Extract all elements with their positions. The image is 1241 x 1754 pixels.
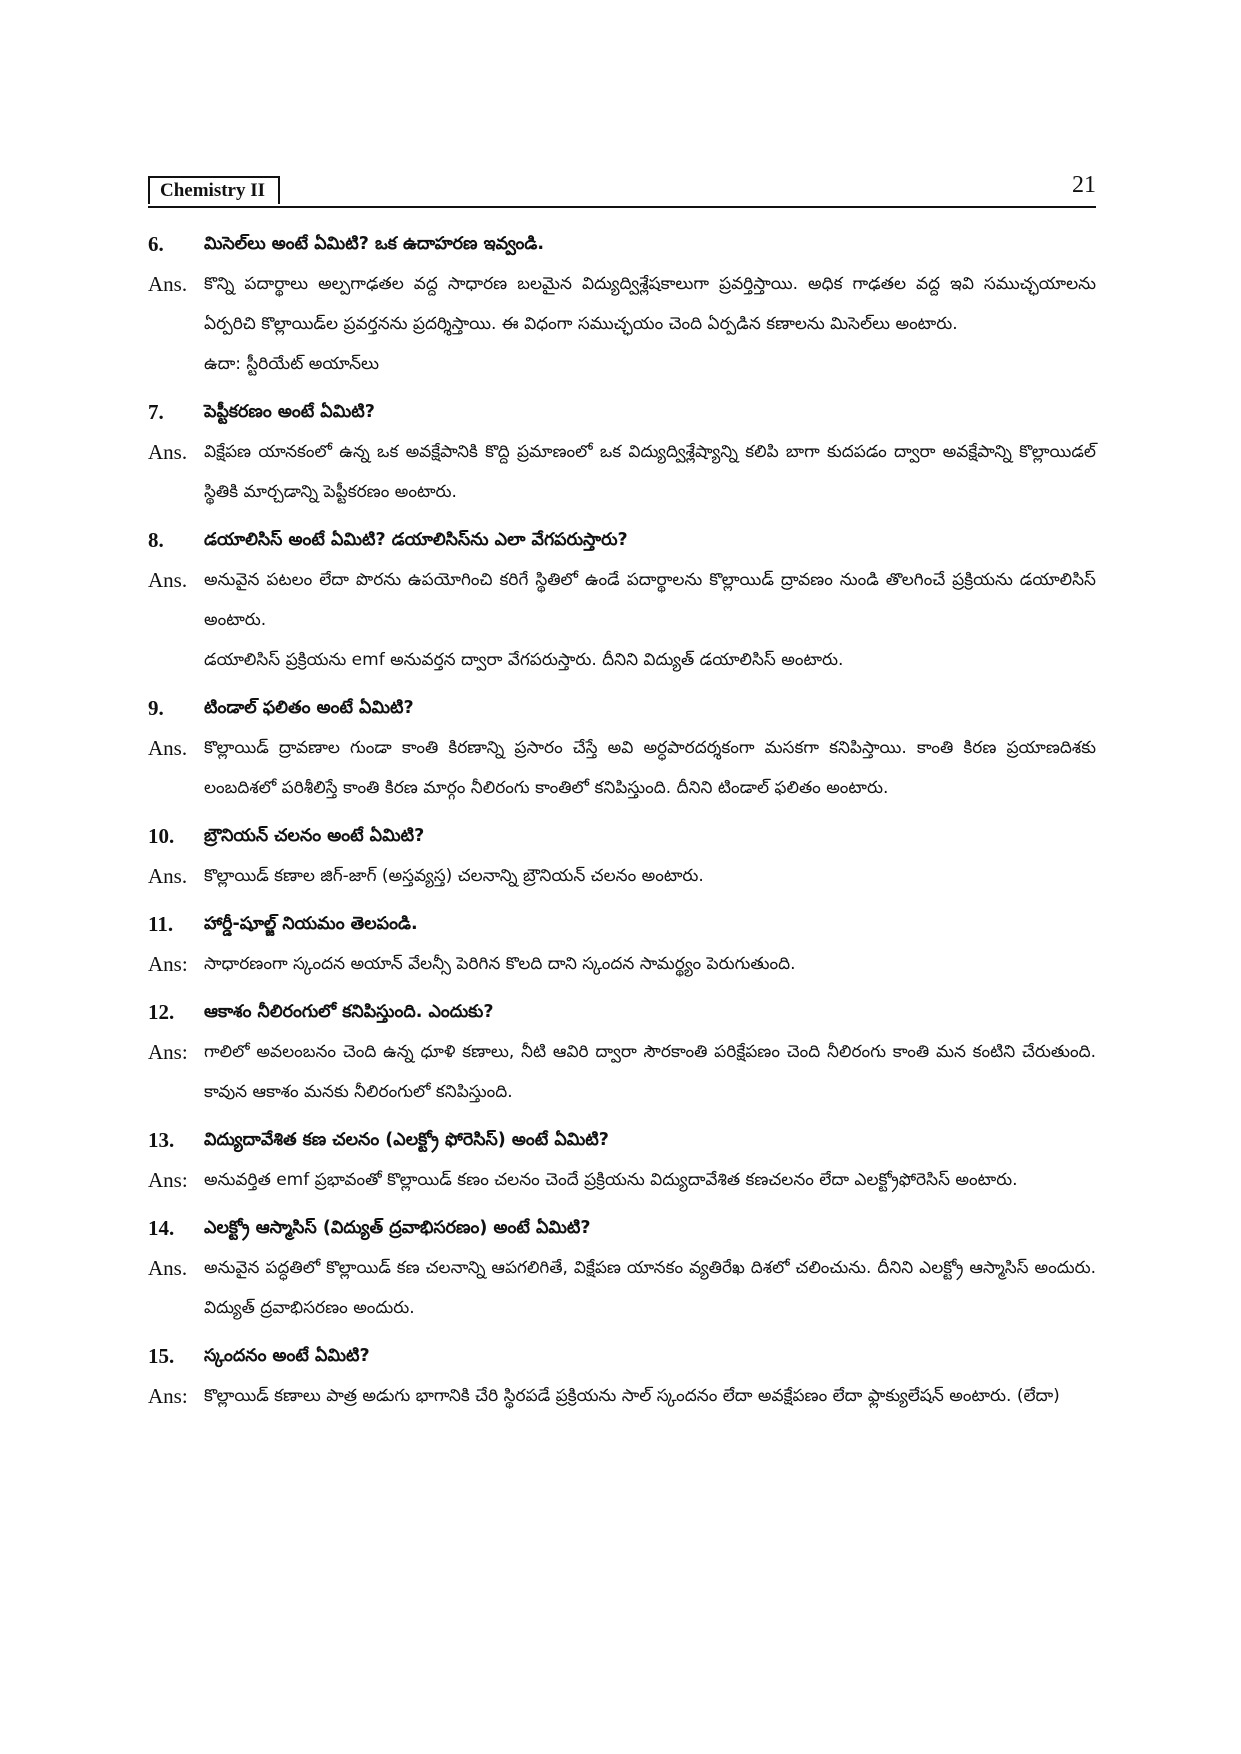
answer-label: Ans: (148, 952, 188, 976)
qa-item (148, 1336, 1096, 1416)
question-row (148, 1208, 1096, 1248)
question-row (148, 392, 1096, 432)
qa-item (148, 224, 1096, 384)
answer-label: Ans. (148, 864, 188, 888)
answer-paragraph: ఉదా: స్టీరియేట్ అయాన్‌లు (204, 354, 379, 374)
qa-item (148, 1120, 1096, 1200)
answer-body (204, 944, 1096, 984)
question-text: విద్యుదావేశిత కణ చలనం (ఎలక్ట్రో ఫోరెసిస్) అంటే ఏమిటి? (204, 1130, 609, 1150)
question-number: 10. (148, 824, 175, 848)
qa-item (148, 1208, 1096, 1328)
qa-item (148, 688, 1096, 808)
page-header (148, 172, 1096, 208)
answer-label: Ans: (148, 1384, 188, 1408)
page-number: 21 (1072, 172, 1096, 198)
question-text: ఎలక్ట్రో ఆస్మాసిస్ (విద్యుత్ ద్రవాభిసరణం) అంటే ఏమిటి? (204, 1218, 591, 1238)
answer-label: Ans: (148, 1168, 188, 1192)
answer-paragraph: అనువర్తిత emf ప్రభావంతో కొల్లాయిడ్ కణం చలనం చెందే ప్రక్రియను విద్యుదావేశిత కణచలనం లేదా ఎలక్ట్రోఫోరెసిస్ అంటారు. (204, 1170, 1018, 1190)
answer-paragraph: గాలిలో అవలంబనం చెంది ఉన్న ధూళి కణాలు, నీటి ఆవిరి ద్వారా సౌరకాంతి పరిక్షేపణం చెంది నీలిరంగు కాంతి మన కంటిని చేరుతుంది. కావున ఆకాశం మనకు నీలిరంగులో కనిపిస్తుంది. (204, 1042, 1096, 1102)
question-row (148, 1336, 1096, 1376)
answer-body (204, 856, 1096, 896)
answer-paragraph: కొన్ని పదార్థాలు అల్పగాఢతల వద్ద సాధారణ బలమైన విద్యుద్విశ్లేషకాలుగా ప్రవర్తిస్తాయి. అధిక గాఢతల వద్ద ఇవి సముచ్ఛయాలను ఏర్పరిచి కొల్లాయిడ్‌ల ప్రవర్తనను ప్రదర్శిస్తాయి. ఈ విధంగా సముచ్ఛయం చెంది ఏర్పడిన కణాలను మిసెల్‌లు అంటారు. (204, 274, 1096, 334)
question-text: స్కందనం అంటే ఏమిటి? (204, 1346, 370, 1366)
answer-row (148, 728, 1096, 808)
answer-body (204, 432, 1096, 512)
answer-paragraph: సాధారణంగా స్కందన అయాన్ వేలన్సీ పెరిగిన కొలది దాని స్కందన సామర్థ్యం పెరుగుతుంది. (204, 954, 796, 974)
question-number: 12. (148, 1000, 175, 1024)
answer-row (148, 856, 1096, 896)
answer-row (148, 1376, 1096, 1416)
question-row (148, 816, 1096, 856)
answer-paragraph: విక్షేపణ యానకంలో ఉన్న ఒక అవక్షేపానికి కొద్ది ప్రమాణంలో ఒక విద్యుద్విశ్లేష్యాన్ని కలిపి బాగా కుదపడం ద్వారా అవక్షేపాన్ని కొల్లాయిడల్ స్థితికి మార్చడాన్ని పెప్టీకరణం అంటారు. (204, 442, 1096, 502)
answer-row (148, 1032, 1096, 1112)
answer-label: Ans. (148, 568, 188, 592)
question-number: 7. (148, 400, 164, 424)
qa-item (148, 992, 1096, 1112)
question-row (148, 904, 1096, 944)
question-text: డయాలిసిస్ అంటే ఏమిటి? డయాలిసిస్‌ను ఎలా వేగపరుస్తారు? (204, 530, 628, 550)
question-row (148, 520, 1096, 560)
answer-paragraph: కొల్లాయిడ్ కణాలు పాత్ర అడుగు భాగానికి చేరి స్థిరపడే ప్రక్రియను సాల్ స్కందనం లేదా అవక్షేపణం లేదా ఫ్లాక్యులేషన్ అంటారు. (లేదా) (204, 1386, 1060, 1406)
answer-row (148, 1248, 1096, 1328)
question-text: ఆకాశం నీలిరంగులో కనిపిస్తుంది. ఎందుకు? (204, 1002, 494, 1022)
answer-body (204, 1248, 1096, 1328)
answer-paragraph: కొల్లాయిడ్ కణాల జిగ్-జాగ్ (అస్తవ్యస్త) చలనాన్ని బ్రౌనియన్ చలనం అంటారు. (204, 866, 704, 886)
question-number: 11. (148, 912, 174, 936)
question-row (148, 992, 1096, 1032)
question-number: 13. (148, 1128, 175, 1152)
answer-label: Ans. (148, 440, 188, 464)
qa-item (148, 392, 1096, 512)
answer-row (148, 1160, 1096, 1200)
answer-body (204, 728, 1096, 808)
answer-body (204, 1376, 1096, 1416)
question-number: 8. (148, 528, 164, 552)
answer-label: Ans. (148, 272, 188, 296)
answer-paragraph: కొల్లాయిడ్ ద్రావణాల గుండా కాంతి కిరణాన్ని ప్రసారం చేస్తే అవి అర్ధపారదర్శకంగా మసకగా కనిపిస్తాయి. కాంతి కిరణ ప్రయాణదిశకు లంబదిశలో పరిశీలిస్తే కాంతి కిరణ మార్గం నీలిరంగు కాంతిలో కనిపిస్తుంది. దీనిని టిండాల్ ఫలితం అంటారు. (204, 738, 1096, 798)
answer-label: Ans. (148, 736, 188, 760)
question-row (148, 688, 1096, 728)
question-number: 14. (148, 1216, 175, 1240)
answer-row (148, 560, 1096, 680)
question-number: 6. (148, 232, 164, 256)
question-row (148, 224, 1096, 264)
header-title: Chemistry II (148, 176, 280, 204)
qa-item (148, 816, 1096, 896)
answer-paragraph: డయాలిసిస్ ప్రక్రియను emf అనువర్తన ద్వారా వేగపరుస్తారు. దీనిని విద్యుత్ డయాలిసిస్ అంటారు. (204, 650, 844, 670)
qa-item (148, 520, 1096, 680)
question-text: పెప్టీకరణం అంటే ఏమిటి? (204, 402, 375, 422)
answer-body (204, 264, 1096, 384)
question-text: టిండాల్ ఫలితం అంటే ఏమిటి? (204, 698, 414, 718)
question-text: బ్రౌనియన్ చలనం అంటే ఏమిటి? (204, 826, 425, 846)
question-text: హార్డీ-షూల్జ్ నియమం తెలపండి. (204, 914, 418, 934)
question-number: 9. (148, 696, 164, 720)
question-number: 15. (148, 1344, 175, 1368)
answer-row (148, 432, 1096, 512)
answer-body (204, 560, 1096, 680)
answer-row (148, 264, 1096, 384)
answer-body (204, 1032, 1096, 1112)
answer-label: Ans: (148, 1040, 188, 1064)
answer-body (204, 1160, 1096, 1200)
qa-item (148, 904, 1096, 984)
question-answer-list (148, 224, 1096, 1424)
question-text: మిసెల్‌లు అంటే ఏమిటి? ఒక ఉదాహరణ ఇవ్వండి. (204, 234, 545, 254)
question-row (148, 1120, 1096, 1160)
answer-paragraph: అనువైన పద్ధతిలో కొల్లాయిడ్ కణ చలనాన్ని ఆపగలిగితే, విక్షేపణ యానకం వ్యతిరేఖ దిశలో చలించును. దీనిని ఎలక్ట్రో ఆస్మాసిస్ అందురు. విద్యుత్ ద్రవాభిసరణం అందురు. (204, 1258, 1096, 1318)
answer-label: Ans. (148, 1256, 188, 1280)
answer-paragraph: అనువైన పటలం లేదా పొరను ఉపయోగించి కరిగే స్థితిలో ఉండే పదార్థాలను కొల్లాయిడ్ ద్రావణం నుండి తొలగించే ప్రక్రియను డయాలిసిస్ అంటారు. (204, 570, 1096, 630)
answer-row (148, 944, 1096, 984)
